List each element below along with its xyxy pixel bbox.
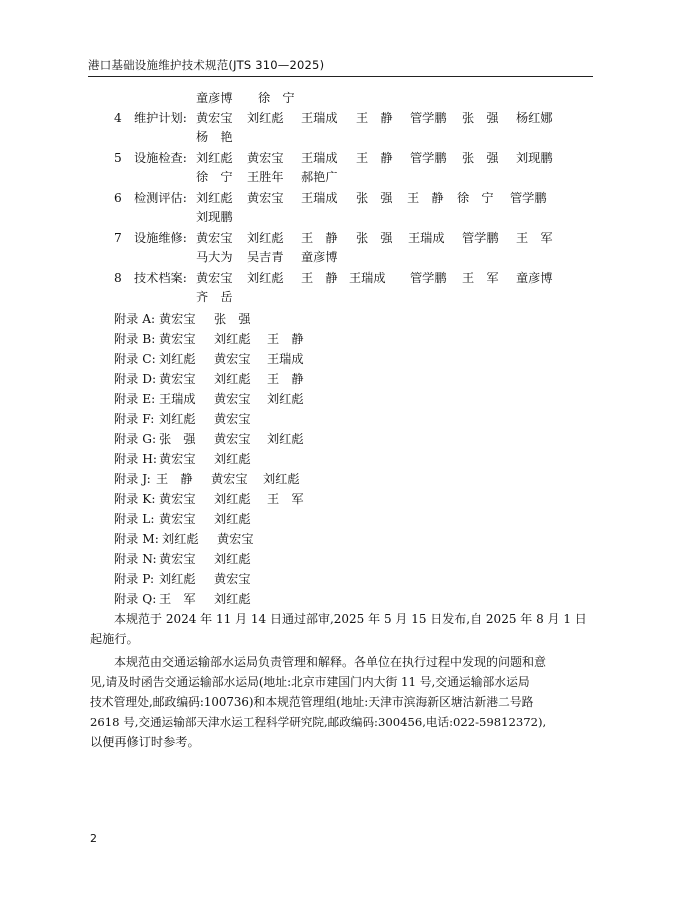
- person-name: 黄宏宝: [159, 552, 196, 566]
- person-name: 黄宏宝: [214, 392, 251, 406]
- person-name: 黄宏宝: [196, 271, 233, 285]
- person-name: 杨 艳: [196, 130, 233, 144]
- person-name: 王 军: [516, 231, 553, 245]
- appendix-label: 附录 G:: [114, 432, 157, 446]
- person-name: 张 强: [462, 151, 499, 165]
- person-name: 王 静: [267, 372, 304, 386]
- person-name: 刘红彪: [214, 452, 251, 466]
- management-line-3: 技术管理处,邮政编码:100736)和本规范管理组(地址:天津市滨海新区塘沽新港二号路: [90, 695, 534, 709]
- person-name: 刘红彪: [214, 332, 251, 346]
- person-name: 王 军: [462, 271, 499, 285]
- person-name: 童彦博: [196, 91, 233, 105]
- appendix-label: 附录 Q:: [114, 592, 157, 606]
- person-name: 刘红彪: [267, 432, 304, 446]
- person-name: 刘红彪: [196, 151, 233, 165]
- person-name: 刘红彪: [214, 552, 251, 566]
- management-line-2: 见,请及时函告交通运输部水运局(地址:北京市建国门内大街 11 号,交通运输部水运局: [90, 675, 530, 689]
- person-name: 王 军: [267, 492, 304, 506]
- person-name: 管学鹏: [462, 231, 499, 245]
- person-name: 吴吉青: [247, 250, 284, 264]
- appendix-label: 附录 D:: [114, 372, 157, 386]
- person-name: 管学鹏: [410, 271, 447, 285]
- person-name: 管学鹏: [510, 191, 547, 205]
- person-name: 刘红彪: [159, 572, 196, 586]
- issue-date-line-2: 起施行。: [90, 632, 139, 646]
- person-name: 王瑞成: [159, 392, 196, 406]
- person-name: 王 静: [356, 151, 393, 165]
- person-name: 张 强: [356, 191, 393, 205]
- person-name: 黄宏宝: [247, 191, 284, 205]
- person-name: 刘红彪: [214, 592, 251, 606]
- person-name: 王瑞成: [301, 191, 338, 205]
- appendix-label: 附录 M:: [114, 532, 159, 546]
- appendix-label: 附录 K:: [114, 492, 156, 506]
- chapter-label: 4 维护计划:: [114, 111, 187, 125]
- appendix-label: 附录 N:: [114, 552, 157, 566]
- person-name: 王瑞成: [349, 271, 386, 285]
- appendix-label: 附录 J:: [114, 472, 151, 486]
- person-name: 王瑞成: [408, 231, 445, 245]
- person-name: 黄宏宝: [196, 111, 233, 125]
- person-name: 黄宏宝: [159, 452, 196, 466]
- page-number: 2: [90, 832, 97, 845]
- person-name: 刘红彪: [263, 472, 300, 486]
- person-name: 刘红彪: [247, 111, 284, 125]
- person-name: 管学鹏: [410, 111, 447, 125]
- person-name: 童彦博: [516, 271, 553, 285]
- appendix-label: 附录 F:: [114, 412, 155, 426]
- chapter-label: 6 检测评估:: [114, 191, 187, 205]
- person-name: 刘红彪: [159, 412, 196, 426]
- person-name: 刘红彪: [162, 532, 199, 546]
- person-name: 黄宏宝: [159, 372, 196, 386]
- person-name: 王 静: [301, 271, 338, 285]
- header-divider: [88, 76, 593, 77]
- person-name: 张 强: [356, 231, 393, 245]
- person-name: 黄宏宝: [196, 231, 233, 245]
- person-name: 王瑞成: [267, 352, 304, 366]
- person-name: 刘红彪: [159, 352, 196, 366]
- appendix-label: 附录 P:: [114, 572, 155, 586]
- person-name: 刘红彪: [267, 392, 304, 406]
- person-name: 王 静: [407, 191, 444, 205]
- person-name: 黄宏宝: [214, 432, 251, 446]
- person-name: 黄宏宝: [214, 352, 251, 366]
- person-name: 张 强: [462, 111, 499, 125]
- chapter-label: 7 设施维修:: [114, 231, 187, 245]
- person-name: 徐 宁: [457, 191, 494, 205]
- person-name: 王 军: [159, 592, 196, 606]
- appendix-label: 附录 A:: [114, 312, 156, 326]
- person-name: 徐 宁: [258, 91, 295, 105]
- person-name: 王 静: [267, 332, 304, 346]
- chapter-label: 8 技术档案:: [114, 271, 187, 285]
- person-name: 王 静: [156, 472, 193, 486]
- person-name: 王瑞成: [301, 111, 338, 125]
- person-name: 黄宏宝: [159, 512, 196, 526]
- appendix-label: 附录 H:: [114, 452, 157, 466]
- person-name: 童彦博: [301, 250, 338, 264]
- person-name: 黄宏宝: [247, 151, 284, 165]
- appendix-label: 附录 B:: [114, 332, 156, 346]
- person-name: 管学鹏: [410, 151, 447, 165]
- person-name: 黄宏宝: [159, 332, 196, 346]
- person-name: 杨红娜: [516, 111, 553, 125]
- appendix-label: 附录 L:: [114, 512, 155, 526]
- person-name: 黄宏宝: [159, 492, 196, 506]
- appendix-label: 附录 C:: [114, 352, 156, 366]
- person-name: 刘红彪: [214, 372, 251, 386]
- person-name: 刘红彪: [247, 271, 284, 285]
- person-name: 王 静: [301, 231, 338, 245]
- person-name: 张 强: [159, 432, 196, 446]
- management-line-1: 本规范由交通运输部水运局负责管理和解释。各单位在执行过程中发现的问题和意: [114, 655, 547, 669]
- person-name: 黄宏宝: [214, 412, 251, 426]
- person-name: 王胜年: [247, 170, 284, 184]
- person-name: 王 静: [356, 111, 393, 125]
- person-name: 刘红彪: [196, 191, 233, 205]
- management-line-5: 以便再修订时参考。: [90, 735, 200, 749]
- person-name: 黄宏宝: [217, 532, 254, 546]
- person-name: 黄宏宝: [211, 472, 248, 486]
- issue-date-line-1: 本规范于 2024 年 11 月 14 日通过部审,2025 年 5 月 15 日发布,自 2025 年 8 月 1 日: [114, 612, 587, 626]
- person-name: 黄宏宝: [159, 312, 196, 326]
- person-name: 刘现鹏: [516, 151, 553, 165]
- person-name: 刘现鹏: [196, 210, 233, 224]
- person-name: 刘红彪: [214, 512, 251, 526]
- person-name: 黄宏宝: [214, 572, 251, 586]
- person-name: 王瑞成: [301, 151, 338, 165]
- person-name: 马大为: [196, 250, 233, 264]
- person-name: 郝艳广: [301, 170, 338, 184]
- person-name: 刘红彪: [214, 492, 251, 506]
- person-name: 张 强: [214, 312, 251, 326]
- person-name: 徐 宁: [196, 170, 233, 184]
- person-name: 齐 岳: [196, 290, 233, 304]
- appendix-label: 附录 E:: [114, 392, 156, 406]
- chapter-label: 5 设施检查:: [114, 151, 187, 165]
- person-name: 刘红彪: [247, 231, 284, 245]
- management-line-4: 2618 号,交通运输部天津水运工程科学研究院,邮政编码:300456,电话:022-59812372),: [90, 715, 547, 729]
- running-header: 港口基础设施维护技术规范(JTS 310—2025): [88, 58, 325, 72]
